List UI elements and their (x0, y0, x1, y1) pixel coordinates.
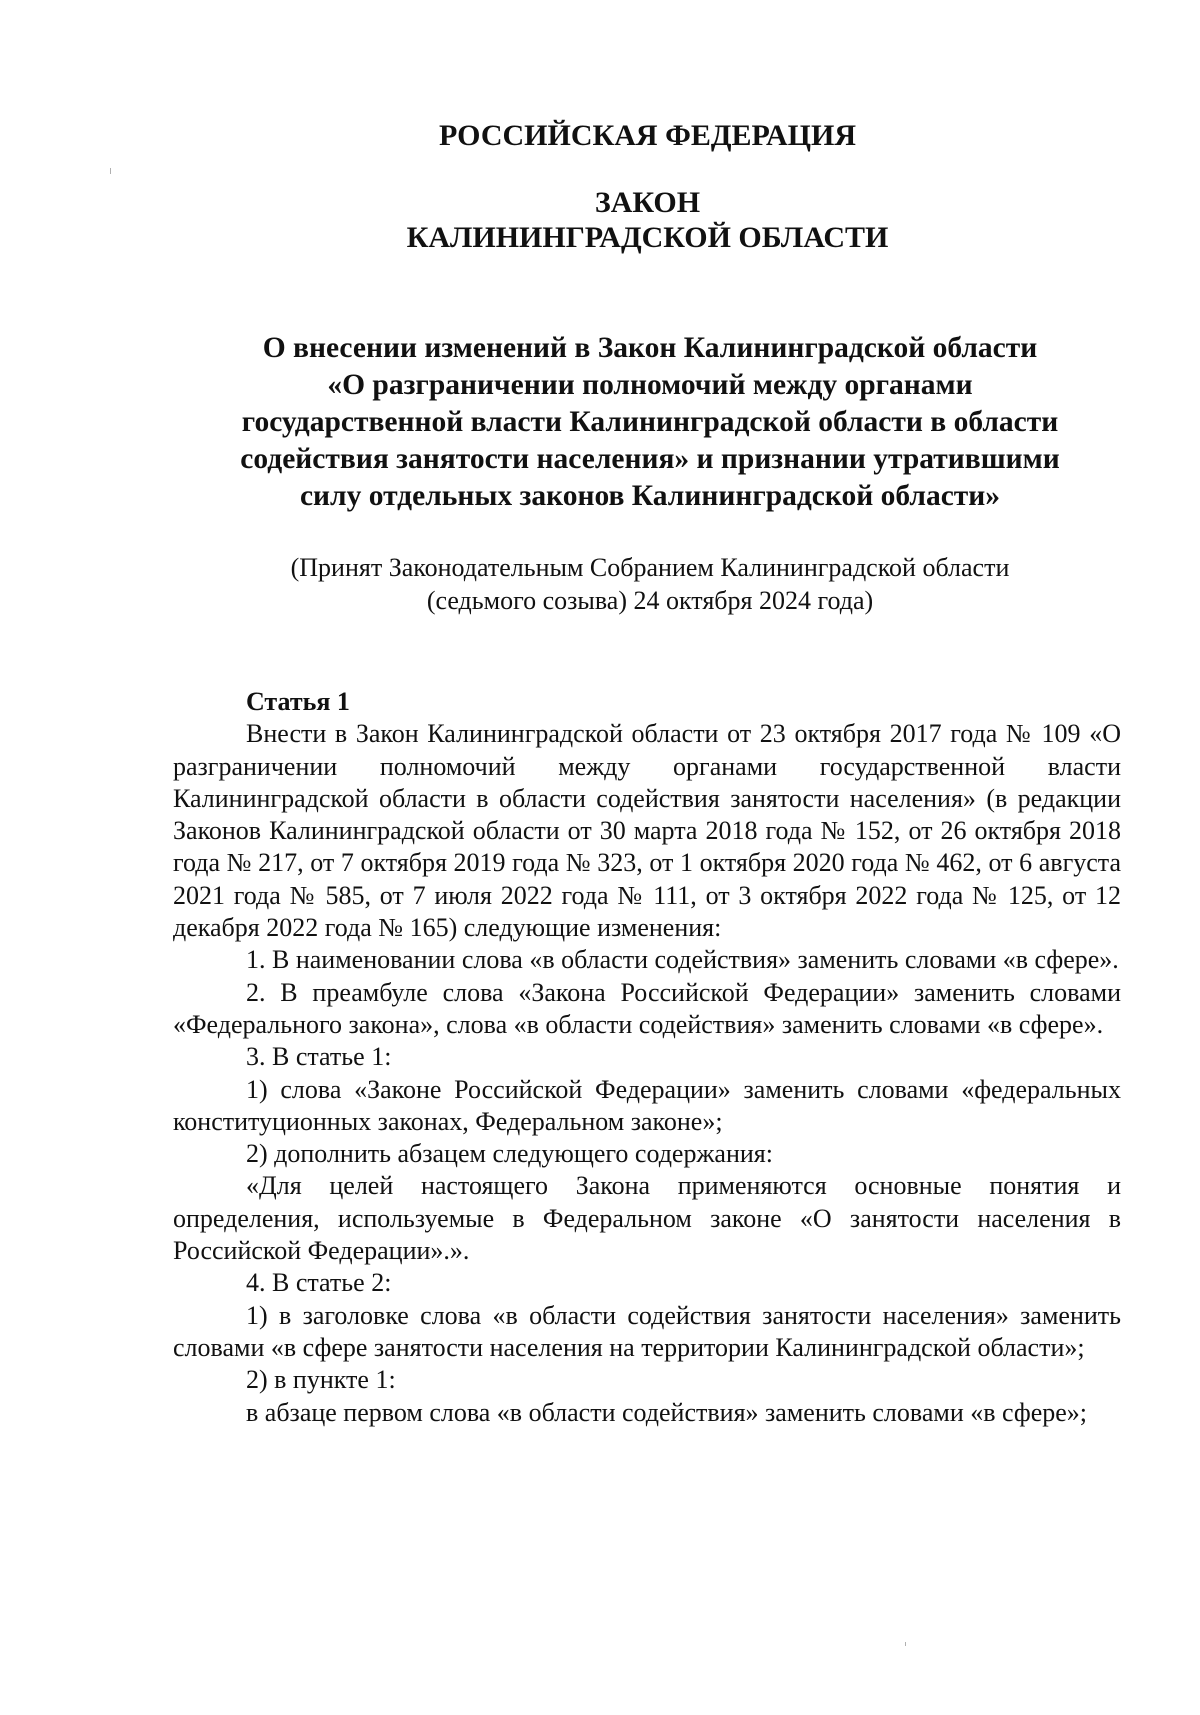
body-paragraph: 1) слова «Законе Российской Федерации» заменить словами «федеральных конституционных законах, Федеральном законе»; (173, 1074, 1121, 1136)
law-title-line: «О разграничении полномочий между органами (327, 369, 973, 401)
article-heading: Статья 1 (246, 687, 350, 716)
law-title-line: О внесении изменений в Закон Калининградской области (262, 332, 1038, 364)
body-paragraph: в абзаце первом слова «в области содействия» заменить словами «в сфере»; (246, 1397, 1088, 1427)
adoption-note (165, 551, 1135, 617)
adoption-note-line: (Принят Законодательным Собранием Калининградской области (290, 553, 1010, 582)
body-paragraph: 1) в заголовке слова «в области содействия занятости населения» заменить словами «в сфере занятости населения на территории Калининградской области»; (173, 1300, 1121, 1362)
body-paragraph: «Для целей настоящего Закона применяются основные понятия и определения, используемые в Федеральном законе «О занятости населения в Российской Федерации».». (173, 1171, 1121, 1266)
law-heading: ЗАКОН (594, 186, 701, 219)
law-body (173, 686, 1121, 1429)
scan-mark (905, 1642, 906, 1646)
law-title-line: государственной власти Калининградской области в области (241, 406, 1059, 438)
country-heading: РОССИЙСКАЯ ФЕДЕРАЦИЯ (438, 119, 856, 152)
law-title-line: содействия занятости населения» и признании утратившими (240, 443, 1060, 475)
body-paragraph: 4. В статье 2: (246, 1268, 392, 1298)
adoption-note-line: (седьмого созыва) 24 октября 2024 года) (426, 586, 874, 615)
scan-mark (110, 168, 111, 174)
law-title-line: силу отдельных законов Калининградской области» (299, 480, 1001, 512)
body-paragraph: 2. В преамбуле слова «Закона Российской Федерации» заменить словами «Федерального закона», слова «в области содействия» заменить словами «в сфере». (173, 977, 1121, 1039)
body-paragraph: 1. В наименовании слова «в области содействия» заменить словами «в сфере». (246, 945, 1119, 975)
law-title (165, 330, 1135, 515)
body-paragraph: Внести в Закон Калининградской области от 23 октября 2017 года № 109 «О разграничении полномочий между органами государственной власти Калининградской области в области содействия занятости населения» (в редакции Законов Калининградской области от 30 марта 2018 года № 152, от 26 октября 2018 года № 217, от 7 октября 2019 года № 323, от 1 октября 2020 года № 462, от 6 августа 2021 года № 585, от 7 июля 2022 года № 111, от 3 октября 2022 года № 125, от 12 декабря 2022 года № 165) следующие изменения: (173, 719, 1121, 943)
body-paragraph: 2) дополнить абзацем следующего содержания: (246, 1139, 773, 1169)
region-heading: КАЛИНИНГРАДСКОЙ ОБЛАСТИ (406, 221, 889, 254)
body-paragraph: 3. В статье 1: (246, 1042, 392, 1072)
body-paragraph: 2) в пункте 1: (246, 1365, 396, 1395)
